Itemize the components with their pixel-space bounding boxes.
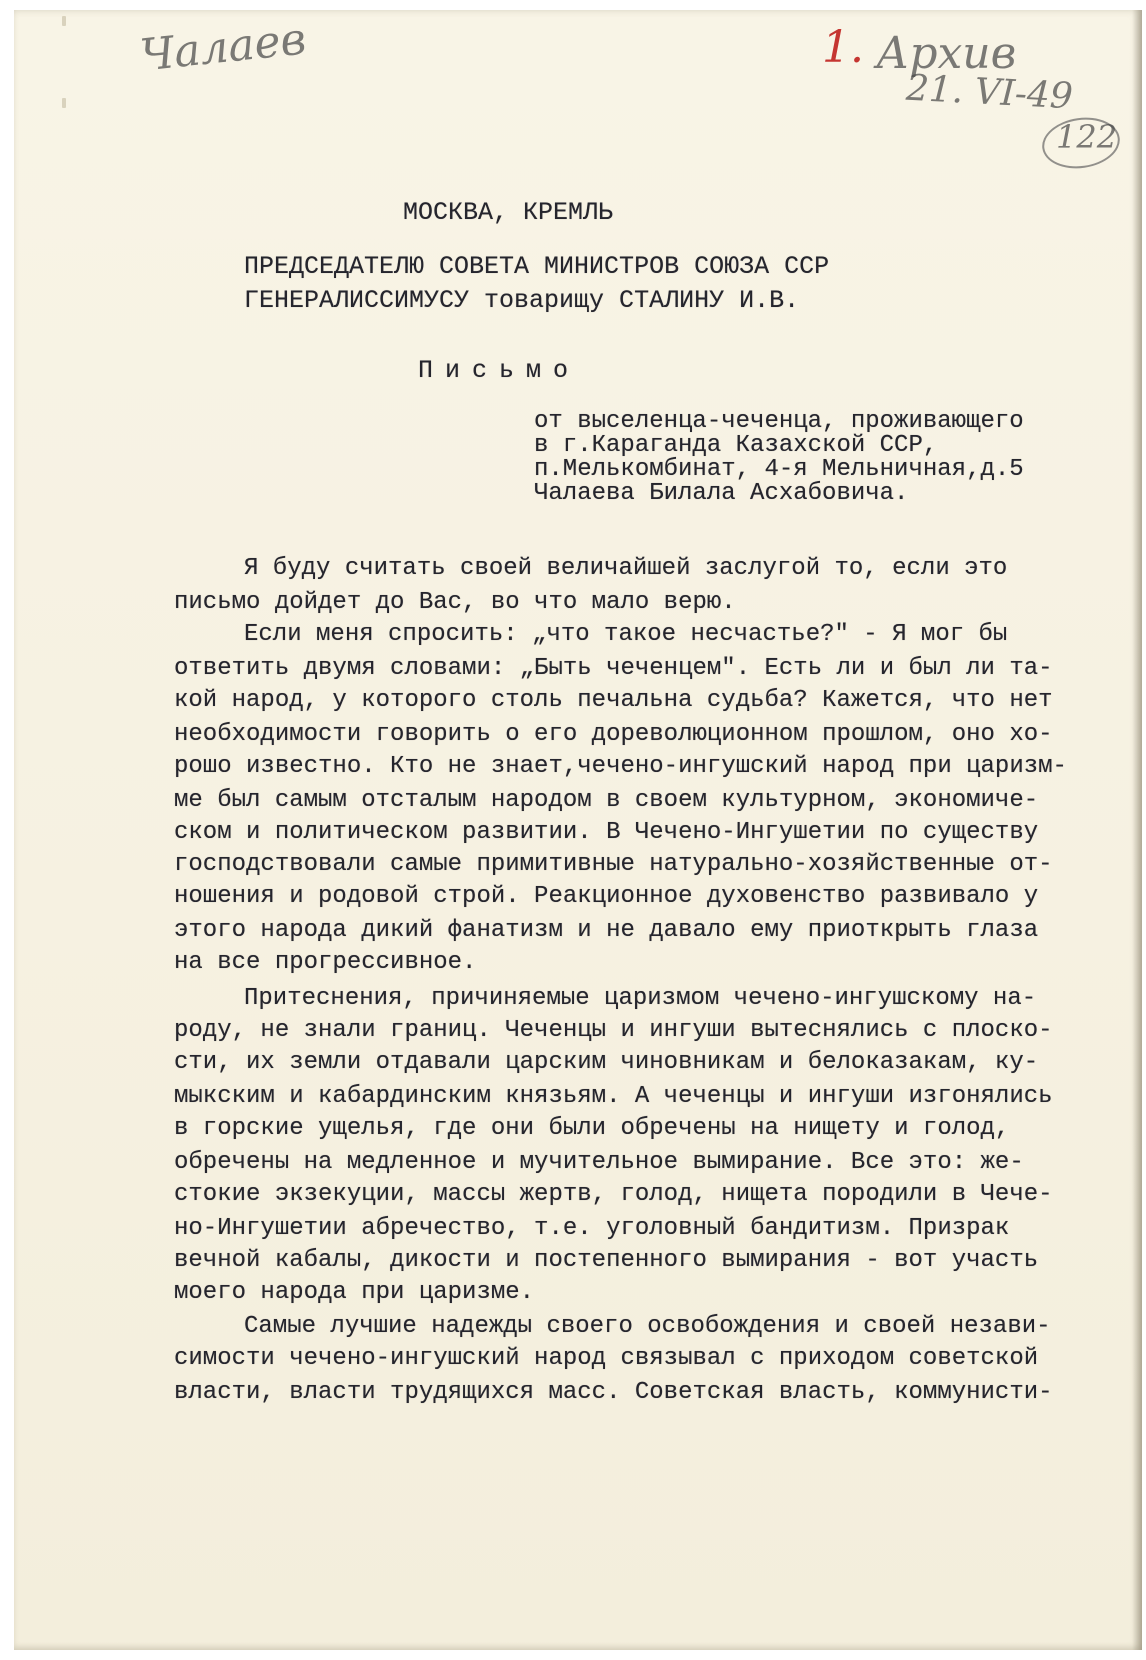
body-line: ответить двумя словами: „Быть чеченцем". Есть ли и был ли та- — [174, 655, 1053, 682]
archive-note: Архив — [876, 28, 1017, 79]
body-line: Если меня спросить: „что такое несчастье?" - Я мог бы — [244, 621, 1008, 648]
body-line: но-Ингушетии абречество, т.е. уголовный бандитизм. Призрак — [174, 1215, 1010, 1242]
staple-mark — [62, 98, 66, 108]
page-edge-shadow — [1132, 10, 1142, 1650]
body-line: кой народ, у которого столь печальна судьба? Кажется, что нет — [174, 687, 1053, 714]
body-line: письмо дойдет до Вас, во что мало верю. — [174, 589, 736, 616]
handwritten-name: Чалаев — [137, 13, 309, 82]
recipient-line-1: ПРЕДСЕДАТЕЛЮ СОВЕТА МИНИСТРОВ СОЮЗА ССР — [244, 252, 830, 281]
sender-line-4: Чалаева Билала Асхабовича. — [534, 480, 909, 507]
body-line: власти, власти трудящихся масс. Советская власть, коммунисти- — [174, 1379, 1053, 1406]
address-line: МОСКВА, КРЕМЛЬ — [403, 198, 614, 227]
sender-line-3: п.Мелькомбинат, 4-я Мельничная,д.5 — [534, 456, 1024, 483]
body-line: Притеснения, причиняемые царизмом чечено-ингушскому на- — [244, 985, 1037, 1012]
body-line: на все прогрессивное. — [174, 949, 477, 976]
body-line: стокие экзекуции, массы жертв, голод, нищета породили в Чече- — [174, 1181, 1053, 1208]
body-line: сти, их земли отдавали царским чиновникам и белоказакам, ку- — [174, 1049, 1039, 1076]
body-line: обречены на медленное и мучительное вымирание. Все это: же- — [174, 1149, 1024, 1176]
body-line: Я буду считать своей величайшей заслугой то, если это — [244, 555, 1008, 582]
body-line: моего народа при царизме. — [174, 1279, 535, 1306]
sender-line-1: от выселенца-чеченца, проживающего — [534, 408, 1024, 435]
body-line: симости чечено-ингушский народ связывал с приходом советской — [174, 1345, 1039, 1372]
recipient-line-2: ГЕНЕРАЛИССИМУСУ товарищу СТАЛИНУ И.В. — [244, 286, 800, 315]
body-line: ском и политическом развитии. В Чечено-Ингушетии по существу — [174, 819, 1039, 846]
body-line: господствовали самые примитивные натурально-хозяйственные от- — [174, 851, 1053, 878]
body-line: в горские ущелья, где они были обречены на нищету и голод, — [174, 1115, 1010, 1142]
sender-line-2: в г.Караганда Казахской ССР, — [534, 432, 938, 459]
body-line: мыкским и кабардинским князьям. А чеченцы и ингуши изгонялись — [174, 1083, 1053, 1110]
body-line: Самые лучшие надежды своего освобождения и своей незави- — [244, 1313, 1051, 1340]
body-line: ме был самым отсталым народом в своем культурном, экономиче- — [174, 787, 1039, 814]
body-line: ношения и родовой строй. Реакционное духовенство развивало у — [174, 883, 1039, 910]
folio-number: 122 — [1056, 118, 1118, 156]
page-mark: 1. — [822, 22, 864, 73]
body-line: этого народа дикий фанатизм и не давало ему приоткрыть глаза — [174, 917, 1039, 944]
staple-mark — [62, 16, 66, 26]
body-line: необходимости говорить о его дореволюционном прошлом, оно хо- — [174, 721, 1053, 748]
body-line: вечной кабалы, дикости и постепенного вымирания - вот участь — [174, 1247, 1039, 1274]
body-line: роду, не знали границ. Чеченцы и ингуши вытеснялись с плоско- — [174, 1017, 1053, 1044]
body-line: рошо известно. Кто не знает,чечено-ингушский народ при царизм- — [174, 753, 1067, 780]
archive-date: 21. VI-49 — [905, 67, 1074, 118]
letter-title: Письмо — [418, 356, 581, 385]
